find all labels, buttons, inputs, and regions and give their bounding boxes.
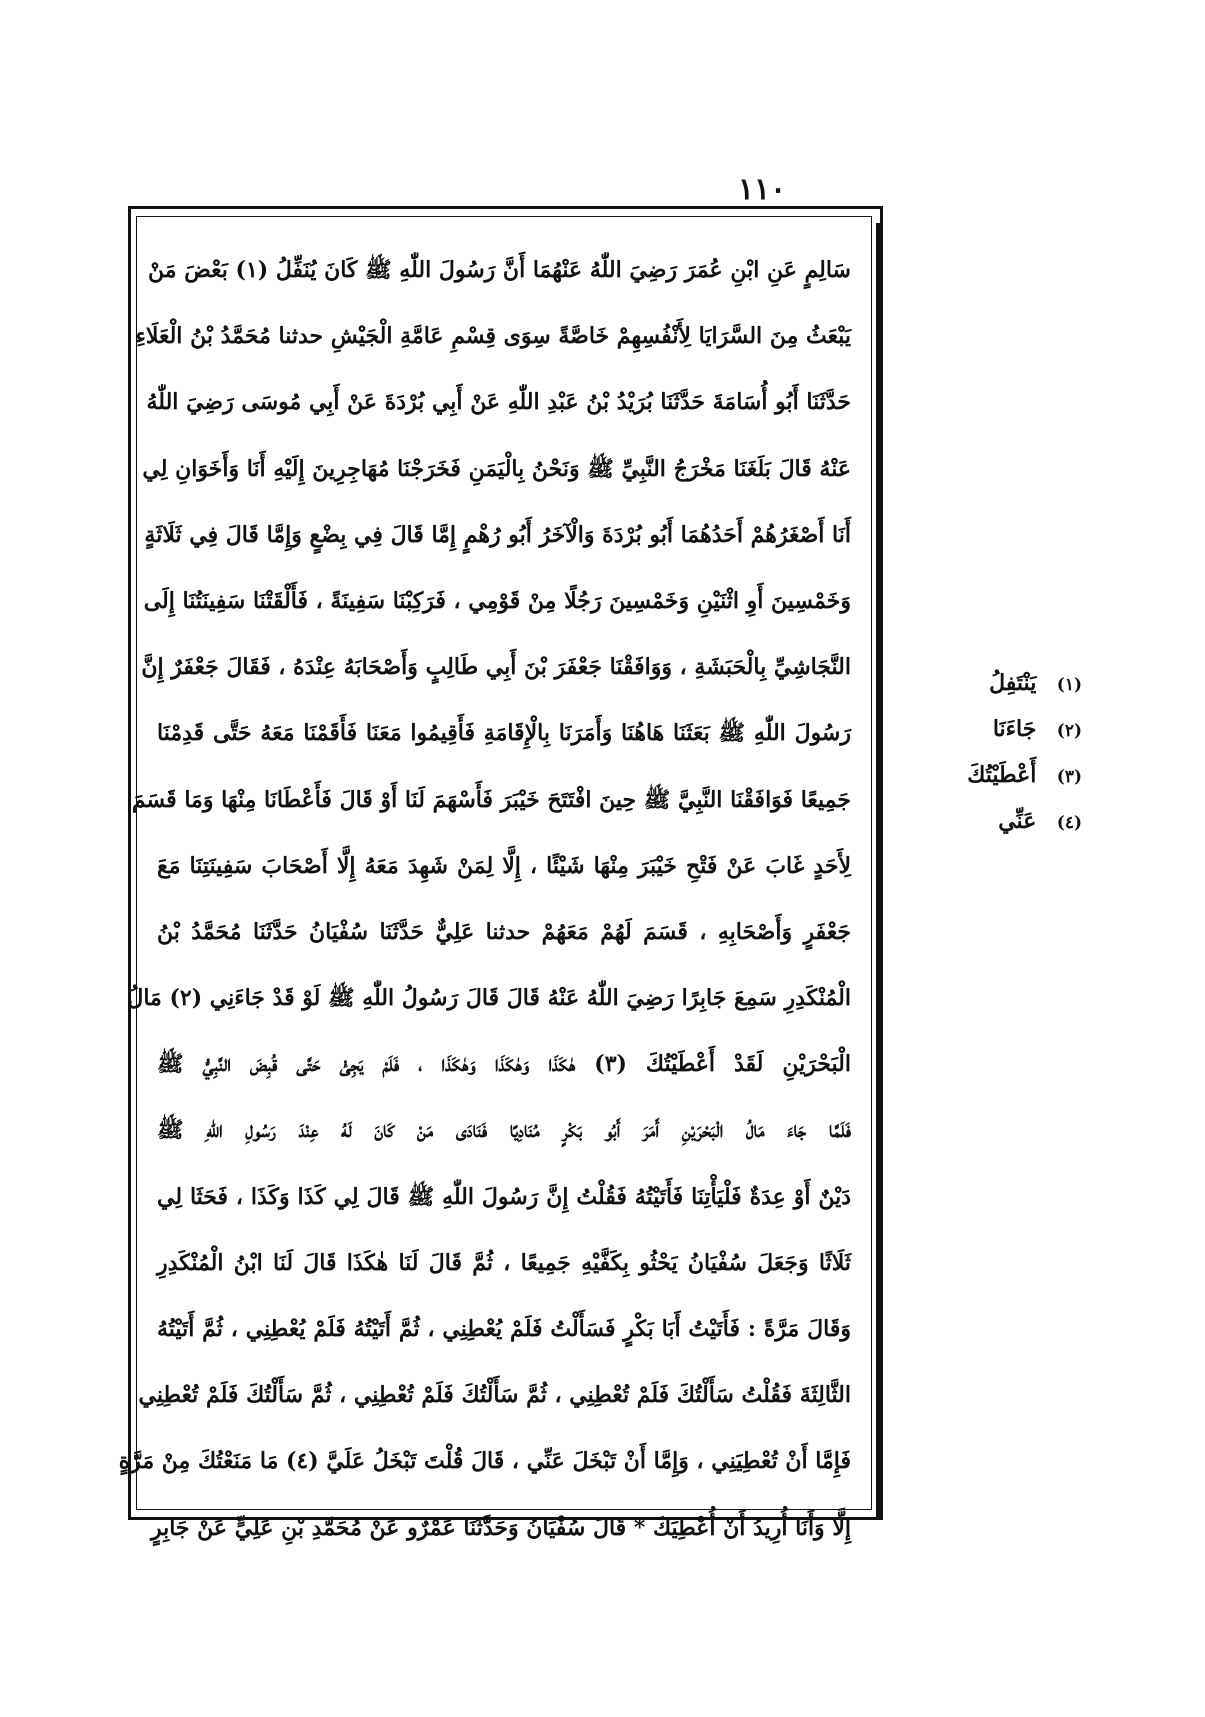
text-line: فَإِمَّا أَنْ تُعْطِيَنِي ، وَإِمَّا أَنْ تَبْخَلَ عَنِّي ، قَالَ قُلْتَ تَبْخَلُ عَلَيَّ (٤) مَا مَنَعْتُكَ مِنْ مَرَّةٍ — [118, 1448, 851, 1475]
page-number: ١١٠ — [737, 172, 787, 207]
footnote-text: يَنْتَفِلُ — [989, 670, 1037, 696]
page-frame — [118, 216, 872, 1541]
text-line: فَلَمَّا جَاءَ مَالُ الْبَحْرَيْنِ أَمَرَ أَبُو بَكْرٍ مُنَادِيًا فَنَادَى مَنْ كَانَ لَهُ عِنْدَ رَسُولِ اللّٰهِ ﷺ — [157, 1117, 851, 1144]
text-line: إِلَّا وَأَنَا أُرِيدُ أَنْ أُعْطِيَكَ * قَالَ سُفْيَانُ وَحَدَّثَنَا عَمْرٌو عَنْ مُحَمَّدِ بْنِ عَلِيٍّ عَنْ جَابِرٍ — [150, 1514, 851, 1541]
footnote-number: (١) — [1056, 675, 1082, 695]
text-line: دَيْنٌ أَوْ عِدَةٌ فَلْيَأْتِنَا فَأَتَيْتُهُ فَقُلْتُ إِنَّ رَسُولَ اللّٰهِ ﷺ قَالَ لِي كَذَا وَكَذَا ، فَحَثَا لِي — [157, 1183, 851, 1210]
footnote-number: (٢) — [1056, 721, 1082, 741]
text-line: سَالِمٍ عَنِ ابْنِ عُمَرَ رَضِيَ اللّٰهُ عَنْهُمَا أَنَّ رَسُولَ اللّٰهِ ﷺ كَانَ يُنَفِّلُ (١) بَعْضَ مَنْ — [148, 257, 851, 283]
text-line: الْمُنْكَدِرِ سَمِعَ جَابِرًا رَضِيَ اللّٰهُ عَنْهُ قَالَ قَالَ رَسُولُ اللّٰهِ ﷺ لَوْ قَدْ جَاءَنِي (٢) مَالُ — [127, 985, 851, 1012]
footnote-text: جَاءَنَا — [992, 716, 1037, 742]
text-line: لِأَحَدٍ غَابَ عَنْ فَتْحِ خَيْبَرَ مِنْهَا شَيْئًا ، إِلَّا لِمَنْ شَهِدَ مَعَهُ إِلَّا أَصْحَابَ سَفِينَتِنَا مَعَ — [157, 852, 851, 879]
footnote-text: عَنِّي — [998, 808, 1037, 834]
text-line: يَبْعَثُ مِنَ السَّرَايَا لِأَنْفُسِهِمْ خَاصَّةً سِوَى قِسْمِ عَامَّةِ الْجَيْشِ حدثنا مُحَمَّدُ بْنُ الْعَلَاءِ — [135, 323, 851, 350]
footnote-number: (٤) — [1056, 813, 1082, 833]
text-line: الثَّالِثَةَ فَقُلْتُ سَأَلْتُكَ فَلَمْ تُعْطِنِي ، ثُمَّ سَأَلْتُكَ فَلَمْ تُعْطِنِي ، ثُمَّ سَأَلْتُكَ فَلَمْ تُعْطِنِي — [138, 1382, 851, 1409]
footnote — [912, 752, 1082, 798]
text-line: رَسُولَ اللّٰهِ ﷺ بَعَثَنَا هَاهُنَا وَأَمَرَنَا بِالْإِقَامَةِ فَأَقِيمُوا مَعَنَا فَأَقَمْنَا مَعَهُ حَتَّى قَدِمْنَا — [157, 720, 851, 747]
text-line: الْبَحْرَيْنِ لَقَدْ أَعْطَيْتُكَ (٣) هٰكَذَا وَهٰكَذَا وَهٰكَذَا ، فَلَمْ يَجِئْ حَتَّى قُبِضَ النَّبِيُّ ﷺ — [157, 1051, 851, 1078]
footnote-number: (٣) — [1056, 767, 1082, 787]
text-line: وَقَالَ مَرَّةً : فَأَتَيْتُ أَبَا بَكْرٍ فَسَأَلْتُ فَلَمْ يُعْطِنِي ، ثُمَّ أَتَيْتُهُ فَلَمْ يُعْطِنِي ، ثُمَّ أَتَيْتُهُ — [157, 1316, 851, 1342]
text-line: أَنَا أَصْغَرُهُمْ أَحَدُهُمَا أَبُو بُرْدَةَ وَالْآخَرُ أَبُو رُهْمٍ إِمَّا قَالَ فِي بِضْعٍ وَإِمَّا قَالَ فِي ثَلَاثَةٍ — [144, 521, 851, 548]
text-line: ثَلَاثًا وَجَعَلَ سُفْيَانُ يَحْثُو بِكَفَّيْهِ جَمِيعًا ، ثُمَّ قَالَ لَنَا هٰكَذَا قَالَ لَنَا ابْنُ الْمُنْكَدِرِ — [157, 1249, 851, 1276]
main-text-block — [118, 237, 851, 1561]
text-line: وَخَمْسِينَ أَوِ اثْنَيْنِ وَخَمْسِينَ رَجُلًا مِنْ قَوْمِي ، فَرَكِبْنَا سَفِينَةً ، فَأَلْقَتْنَا سَفِينَتُنَا إِلَى — [143, 587, 851, 614]
text-line: حَدَّثَنَا أَبُو أُسَامَةَ حَدَّثَنَا بُرَيْدُ بْنُ عَبْدِ اللّٰهِ عَنْ أَبِي بُرْدَةَ عَنْ أَبِي مُوسَى رَضِيَ اللّٰهُ — [146, 389, 851, 416]
margin-footnotes — [912, 660, 1082, 844]
text-line: النَّجَاشِيِّ بِالْحَبَشَةِ ، وَوَافَقْنَا جَعْفَرَ بْنَ أَبِي طَالِبٍ وَأَصْحَابَهُ عِنْدَهُ ، فَقَالَ جَعْفَرٌ إِنَّ — [141, 654, 851, 681]
footnote — [912, 798, 1082, 844]
text-line: عَنْهُ قَالَ بَلَغَنَا مَخْرَجُ النَّبِيِّ ﷺ وَنَحْنُ بِالْيَمَنِ فَخَرَجْنَا مُهَاجِرِينَ إِلَيْهِ أَنَا وَأَخَوَانِ لِي — [142, 455, 851, 482]
footnote — [912, 660, 1082, 706]
footnote — [912, 706, 1082, 752]
footnote-text: أَعْطَيْتُكَ — [967, 762, 1037, 788]
text-line: جَعْفَرٍ وَأَصْحَابِهِ ، قَسَمَ لَهُمْ مَعَهُمْ حدثنا عَلِيٌّ حَدَّثَنَا سُفْيَانُ حَدَّثَنَا مُحَمَّدُ بْنُ — [157, 918, 851, 945]
text-line: جَمِيعًا فَوَافَقْنَا النَّبِيَّ ﷺ حِينَ افْتَتَحَ خَيْبَرَ فَأَسْهَمَ لَنَا أَوْ قَالَ فَأَعْطَانَا مِنْهَا وَمَا قَسَمَ — [131, 786, 851, 813]
